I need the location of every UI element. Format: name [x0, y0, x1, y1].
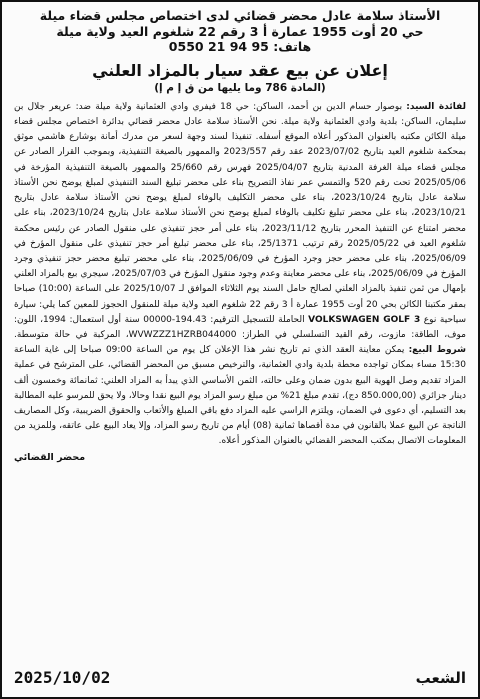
bailiff-address: حي 20 أوت 1955 عمارة أ 3 رقم 22 شلغوم العيد ولاية ميلة	[56, 23, 424, 39]
publication-date: 2025/10/02	[14, 668, 111, 687]
sale-conditions-text: يمكن معاينة العقد الذي تم تاريخ نشر هذا الإعلان كل يوم من الساعة 09:00 صباحا إلى غاية الساعة 15:30 مساء بمكان تواجده محطة بلدية وادي العثمانية، والترخيص مسبق من المحضر القضائي، على المترشح في عملية المزاد تقديم وصل الهوية البيع بدون ضمان وعلى حالته، الثمن الأساسي الذي يبدأ به المزاد العلني: ثمانمائة وخمسون ألف دينار جزائري (850.000,00 دج)، تقدم مبلغ 21% من مبلغ رسو المزاد يوم البيع نقدا وحالا، ولا يحق للمرسو عليه المطالبة بعد التسليم، أي دعوى في الضمان، ويلتزم الراسي عليه المزاد دفع باقي المبلغ والأتعاب والحقوق الضريبية، وكل المصاريف الناتجة عن البيع عملا بالقانون في مدة أقصاها ثمانية (08) أيام من تاريخ رسو المزاد، وإلا يعاد البيع على عاتقه، وللمزيد من المعلومات الاتصال بمكتب المحضر القضائي بالعنوان المذكور أعلاه.	[14, 345, 466, 447]
notice-title: إعلان عن بيع عقد سيار بالمزاد العلني	[92, 60, 388, 80]
notice-footer	[14, 668, 466, 687]
beneficiary-label: لفائدة السيد:	[406, 101, 466, 112]
bailiff-phone: هاتف: 95 94 21 0550	[168, 39, 312, 55]
publication-name: الشعب	[415, 669, 466, 687]
signature: محضر القضائي	[14, 451, 86, 463]
notice-subtitle: (المادة 786 وما يليها من ق إ م إ)	[154, 81, 326, 94]
vehicle-details: الحاملة للتسجيل الترقيم: 194.43-00000 سنة أول استعمال: 1994، اللون: موف، الطاقة: مازوت، رقم القيد التسلسلي في الطراز: WVWZZZ1HZRB044000، المركبة في حالة متوسطة.	[14, 314, 466, 340]
procedure-text: بوصوار حسام الدين بن أحمد، الساكن: حي 18 فيفري وادي العثمانية ولاية ميلة ضد: عريعر جلال بن سليمان، الساكن: بلدية وادي العثمانية ولاية ميلة. نحن الأستاذ سلامة عادل محضر قضائي بدائرة اختصاص مجلس قضاء ميلة الكائن مكتبه بالعنوان المذكور أعلاه الموقع أسفله. تنفيذا لسند وجهة لسعر من مدرك أمانة بوشارع هاشمي موثق بمحكمة شلغوم العيد بتاريخ 2023/07/02 عقد رقم 2023/557 والممهور بالصيغة التنفيذية، وبموجب القرار الصادر عن مجلس قضاء ميلة الغرفة المدنية بتاريخ 2025/04/07 فهرس رقم 25/660 والممهور بالصيغة التنفيذية المؤرخة في 2025/05/06 تحت رقم 520 والتمسي عمر نفاذ التصريح بناء على محضر تبليغ السند التنفيذي لمبلغ يوضح نحن الأستاذ سلامة عادل بتاريخ 2023/10/24، بناء على محضر التكليف بالوفاء لمبلغ يوضح نحن الأستاذ سلامة عادل بتاريخ 2023/10/21، بناء على محضر تبليغ تكليف بالوفاء لمبلغ يوضح نحن الأستاذ سلامة عادل بتاريخ 2023/10/24، بناء على محضر امتناع عن التنفيذ المحرر بتاريخ 2023/11/12، بناء على أمر حجز تنفيذي على منقول الصادر عن رئيس محكمة شلغوم العيد في 2025/05/22 رقم ترتيب 25/1371، بناء على محضر تبليغ أمر حجز تنفيذي على منقول المؤرخ في 2025/06/09، بناء على محضر حجز وجرد المؤرخ في 2025/06/09، بناء على محضر تبليغ محضر حجز تنفيذي وجرد المؤرخ في 2025/06/09، بناء على محضر معاينة وعدم وجود منقول المؤرخ في 2025/07/03، سيجري بيع بالمزاد العلني بإمهال من ثمن تنفيذ بالمزاد العلني لصالح حامل السند يوم الثلاثاء الموافق لـ 2025/10/07 على الساعة (10:00) صباحا بمقر مكتبنا الكائن بحي 20 أوت 1955 عمارة أ 3 رقم 22 شلغوم العيد ولاية ميلة للمنقول الحجوز للمعين كما يلي: سيارة سياحية نوع	[14, 101, 467, 325]
car-model: VOLKSWAGEN GOLF 3	[308, 314, 421, 325]
bailiff-name: الأستاذ سلامة عادل محضر قضائي لدى اختصاص مجلس قضاء ميلة	[39, 8, 441, 23]
notice-body	[14, 100, 466, 450]
sale-conditions-label: شروط البيع:	[408, 345, 466, 356]
notice-header	[14, 8, 466, 55]
